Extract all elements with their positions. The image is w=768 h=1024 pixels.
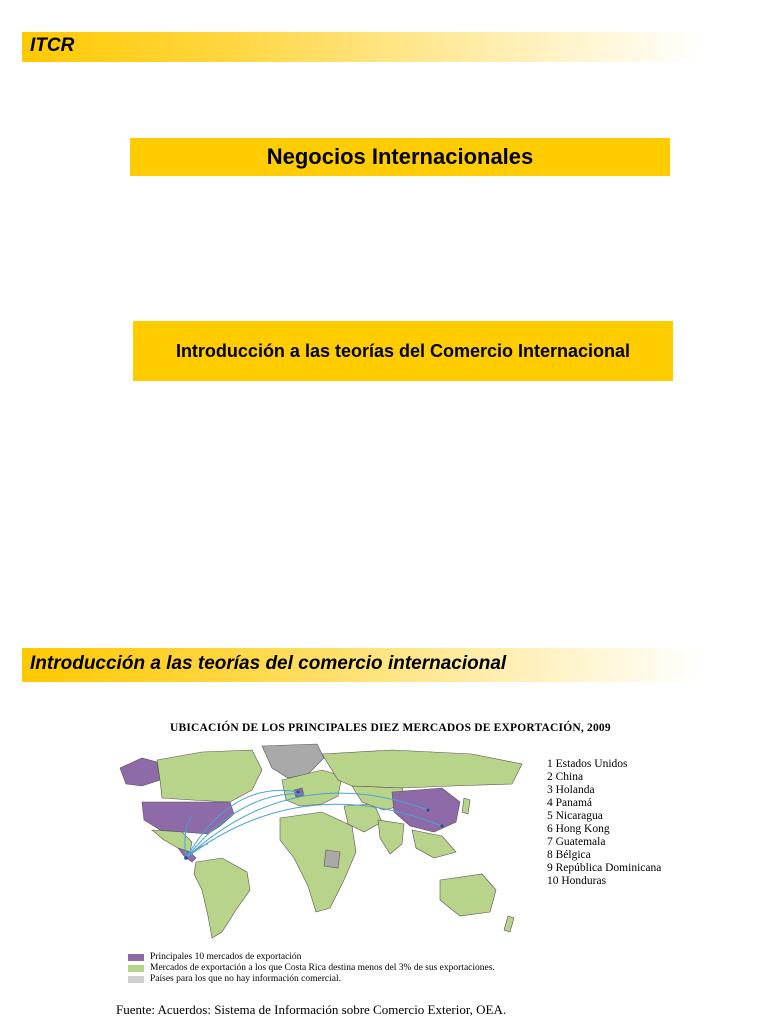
map-region-india	[378, 820, 404, 854]
legend-swatch-noinfo	[128, 976, 144, 983]
map-region-africa	[280, 812, 356, 912]
market-item: 5 Nicaragua	[547, 810, 603, 822]
market-item: 1 Estados Unidos	[547, 758, 628, 770]
legend-label: Mercados de exportación a los que Costa Rica destina menos del 3% de sus exportaciones.	[150, 963, 495, 973]
marker-hongkong	[441, 825, 444, 828]
legend-row-minor	[128, 963, 495, 973]
header-bar-section	[22, 648, 702, 682]
market-item: 7 Guatemala	[547, 836, 606, 848]
map-region-usa	[142, 802, 234, 834]
world-map-image	[112, 740, 532, 945]
marker-netherlands	[297, 791, 300, 794]
slide-title-text: Negocios Internacionales	[266, 144, 534, 169]
slide-subtitle-text: Introducción a las teorías del Comercio Internacional	[175, 341, 631, 361]
source-citation: Fuente: Acuerdos: Sistema de Información sobre Comercio Exterior, OEA.	[116, 1002, 507, 1017]
legend-row-top10	[128, 952, 495, 962]
export-markets-list	[547, 758, 661, 888]
market-item: 10 Honduras	[547, 875, 607, 887]
map-region-russia	[322, 750, 522, 788]
map-region-alaska	[120, 758, 160, 786]
market-item: 6 Hong Kong	[547, 823, 610, 835]
legend-swatch-top10	[128, 954, 144, 961]
market-item: 3 Holanda	[547, 784, 595, 796]
header-label: ITCR	[30, 35, 75, 56]
legend-row-noinfo	[128, 974, 495, 984]
map-region-canada	[157, 750, 262, 802]
map-region-australia	[440, 874, 496, 916]
map-region-japan	[462, 798, 470, 814]
market-item: 9 República Dominicana	[547, 862, 662, 874]
marker-costa-rica	[184, 856, 188, 860]
market-item: 4 Panamá	[547, 797, 593, 809]
map-legend	[128, 952, 495, 985]
map-region-southeast-asia	[412, 830, 456, 858]
slide-title-negocios	[130, 138, 670, 176]
slide-subtitle-box	[133, 321, 673, 381]
map-region-south-america	[194, 858, 250, 938]
map-title: UBICACIÓN DE LOS PRINCIPALES DIEZ MERCADOS DE EXPORTACIÓN, 2009	[170, 722, 611, 734]
market-item: 8 Bélgica	[547, 849, 591, 861]
marker-china	[427, 809, 430, 812]
legend-swatch-minor	[128, 965, 144, 972]
market-item: 2 China	[547, 771, 584, 783]
legend-label: Países para los que no hay información comercial.	[150, 974, 341, 984]
legend-label: Principales 10 mercados de exportación	[150, 952, 302, 962]
header-bar-itcr	[22, 32, 702, 62]
section-header-label: Introducción a las teorías del comercio internacional	[30, 653, 507, 674]
map-region-africa-noinfo	[324, 850, 340, 868]
map-region-new-zealand	[504, 916, 514, 932]
